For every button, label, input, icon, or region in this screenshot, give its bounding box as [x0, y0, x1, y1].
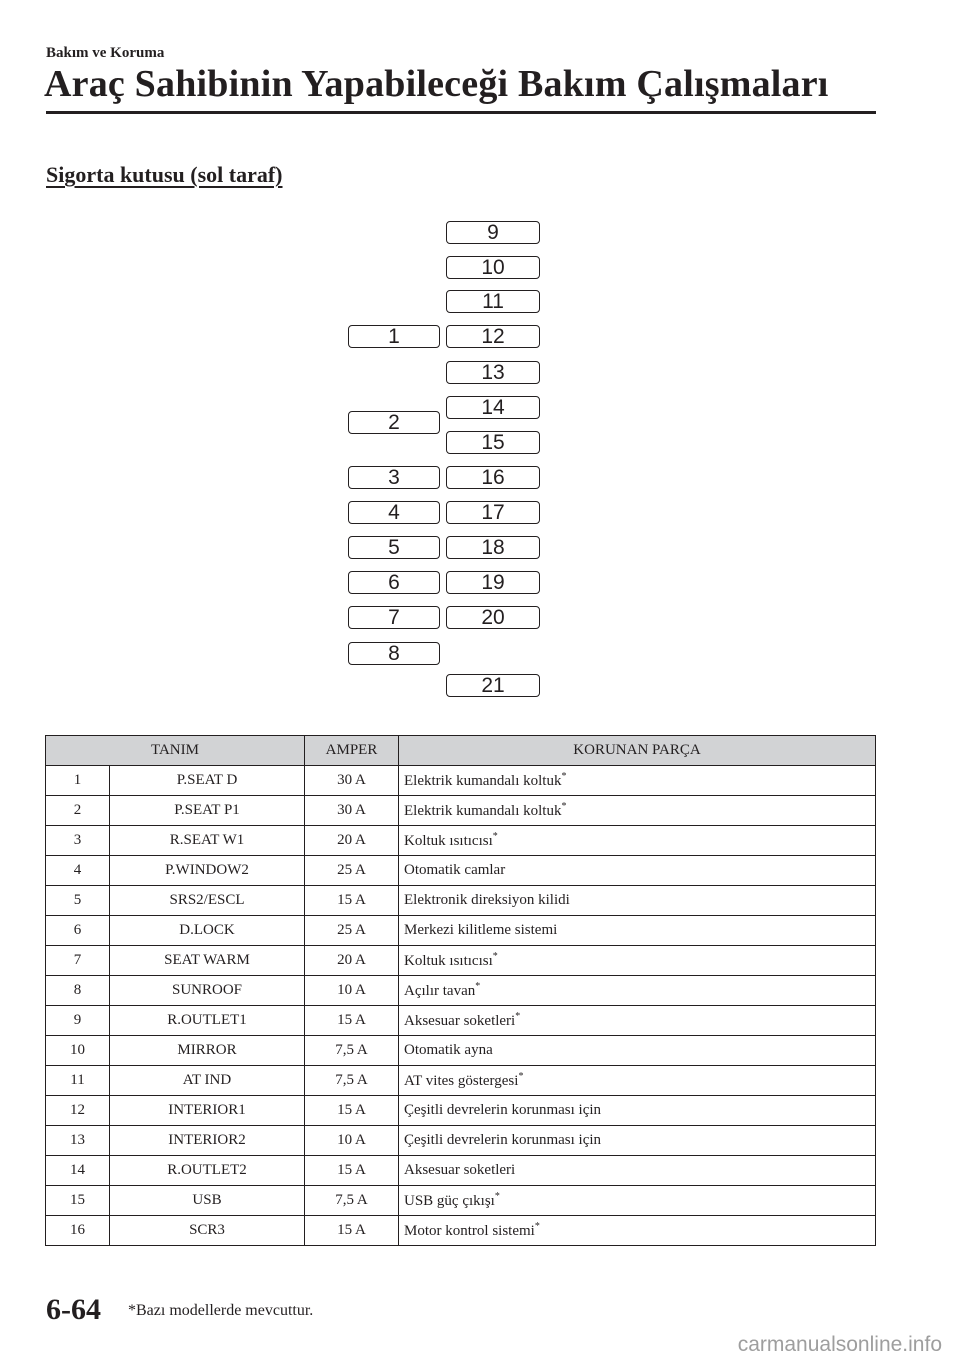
protected-part [399, 766, 876, 796]
amperage [305, 766, 399, 796]
fuse-name-text: SEAT WARM [164, 952, 250, 968]
row-number-text: 13 [70, 1132, 85, 1148]
fuse-16: 16 [446, 466, 540, 489]
amperage-text: 20 A [337, 832, 366, 848]
fuse-name [110, 826, 305, 856]
fuse-17: 17 [446, 501, 540, 524]
protected-part [399, 1186, 876, 1216]
table-row [46, 976, 876, 1006]
fuse-name [110, 976, 305, 1006]
asterisk-marker: * [492, 951, 498, 962]
fuse-name [110, 1096, 305, 1126]
table-row [46, 916, 876, 946]
asterisk-marker: * [492, 831, 498, 842]
protected-part [399, 886, 876, 916]
fuse-name [110, 856, 305, 886]
row-number [46, 1216, 110, 1246]
row-number-text: 15 [70, 1192, 85, 1208]
row-number-text: 16 [70, 1222, 85, 1238]
fuse-19: 19 [446, 571, 540, 594]
asterisk-marker: * [518, 1071, 524, 1082]
table-row [46, 1126, 876, 1156]
protected-part-text: Elektronik direksiyon kilidi [404, 892, 570, 908]
fuse-13: 13 [446, 361, 540, 384]
fuse-name-text: D.LOCK [179, 922, 235, 938]
table-row [46, 1186, 876, 1216]
amperage [305, 946, 399, 976]
protected-part [399, 946, 876, 976]
amperage [305, 976, 399, 1006]
protected-part [399, 976, 876, 1006]
row-number [46, 856, 110, 886]
protected-part [399, 1066, 876, 1096]
subheading: Sigorta kutusu (sol taraf) [46, 162, 283, 187]
protected-part-text: Aksesuar soketleri [404, 1013, 516, 1029]
protected-part-text: Koltuk ısıtıcısı [404, 953, 493, 969]
amperage [305, 1036, 399, 1066]
fuse-name-text: INTERIOR1 [168, 1102, 246, 1118]
header-korunan-parca: KORUNAN PARÇA [399, 736, 876, 766]
fuse-name [110, 796, 305, 826]
protected-part-text: Koltuk ısıtıcısı [404, 833, 493, 849]
fuse-5: 5 [348, 536, 440, 559]
protected-part-text: Açılır tavan [404, 983, 476, 999]
fuse-name-text: SCR3 [189, 1222, 225, 1238]
amperage-text: 10 A [337, 1132, 366, 1148]
asterisk-marker: * [475, 981, 481, 992]
fuse-2: 2 [348, 411, 440, 434]
protected-part-text: Elektrik kumandalı koltuk [404, 803, 562, 819]
fuse-name [110, 1066, 305, 1096]
protected-part-text: USB güç çıkışı [404, 1193, 495, 1209]
fuse-name [110, 1216, 305, 1246]
asterisk-marker: * [515, 1011, 521, 1022]
amperage [305, 1126, 399, 1156]
fuse-name [110, 886, 305, 916]
table-row [46, 826, 876, 856]
row-number [46, 1036, 110, 1066]
fuse-name [110, 946, 305, 976]
fuse-name-text: R.OUTLET1 [167, 1012, 247, 1028]
fuse-8: 8 [348, 642, 440, 665]
amperage-text: 25 A [337, 862, 366, 878]
fuse-6: 6 [348, 571, 440, 594]
protected-part [399, 1036, 876, 1066]
row-number-text: 5 [73, 892, 82, 908]
row-number [46, 766, 110, 796]
row-number-text: 2 [73, 802, 82, 818]
header-amper: AMPER [305, 736, 399, 766]
protected-part-text: Aksesuar soketleri [404, 1162, 516, 1178]
protected-part [399, 1096, 876, 1126]
amperage-text: 30 A [337, 802, 366, 818]
table-row [46, 856, 876, 886]
table-row [46, 766, 876, 796]
fuse-name-text: P.SEAT D [176, 772, 238, 788]
watermark: carmanualsonline.info [737, 1333, 942, 1356]
amperage [305, 1186, 399, 1216]
row-number [46, 1156, 110, 1186]
amperage-text: 20 A [337, 952, 366, 968]
row-number [46, 1186, 110, 1216]
row-number [46, 796, 110, 826]
row-number-text: 14 [70, 1162, 85, 1178]
fuse-name-text: MIRROR [177, 1042, 237, 1058]
fuse-name-text: SRS2/ESCL [169, 892, 245, 908]
fuse-name-text: SUNROOF [171, 982, 243, 998]
protected-part-text: Motor kontrol sistemi [404, 1223, 535, 1239]
fuse-table [45, 735, 876, 1246]
protected-part [399, 1216, 876, 1246]
amperage-text: 15 A [337, 1222, 366, 1238]
amperage [305, 796, 399, 826]
table-header-row [46, 736, 876, 766]
table-row [46, 1006, 876, 1036]
row-number-text: 12 [70, 1102, 85, 1118]
row-number-text: 9 [73, 1012, 82, 1028]
fuse-4: 4 [348, 501, 440, 524]
row-number [46, 826, 110, 856]
protected-part [399, 796, 876, 826]
fuse-12: 12 [446, 325, 540, 348]
fuse-21: 21 [446, 674, 540, 697]
amperage-text: 10 A [337, 982, 366, 998]
fuse-11: 11 [446, 290, 540, 313]
asterisk-marker: * [561, 771, 567, 782]
asterisk-marker: * [534, 1221, 540, 1232]
row-number-text: 8 [73, 982, 82, 998]
asterisk-marker: * [494, 1191, 500, 1202]
amperage-text: 30 A [337, 772, 366, 788]
table-row [46, 946, 876, 976]
fuse-name [110, 916, 305, 946]
protected-part [399, 1126, 876, 1156]
amperage-text: 15 A [337, 1012, 366, 1028]
amperage-text: 7,5 A [335, 1042, 368, 1058]
fuse-name [110, 1126, 305, 1156]
amperage [305, 1156, 399, 1186]
protected-part-text: Elektrik kumandalı koltuk [404, 773, 562, 789]
fuse-10: 10 [446, 256, 540, 279]
protected-part-text: Çeşitli devrelerin korunması için [404, 1102, 602, 1118]
row-number-text: 6 [73, 922, 82, 938]
protected-part [399, 856, 876, 886]
table-row [46, 886, 876, 916]
amperage [305, 1096, 399, 1126]
row-number-text: 4 [73, 862, 82, 878]
amperage [305, 1066, 399, 1096]
fuse-name [110, 1036, 305, 1066]
row-number [46, 886, 110, 916]
section-label: Bakım ve Koruma [46, 45, 165, 61]
header-tanim: TANIM [46, 736, 305, 766]
page-title: Araç Sahibinin Yapabileceği Bakım Çalışmaları [44, 63, 829, 105]
fuse-name-text: P.SEAT P1 [174, 802, 240, 818]
row-number [46, 946, 110, 976]
amperage-text: 15 A [337, 892, 366, 908]
protected-part [399, 916, 876, 946]
amperage [305, 886, 399, 916]
amperage [305, 1216, 399, 1246]
fuse-name [110, 766, 305, 796]
fuse-14: 14 [446, 396, 540, 419]
fuse-20: 20 [446, 606, 540, 629]
amperage [305, 916, 399, 946]
fuse-name-text: AT IND [182, 1072, 232, 1088]
fuse-name-text: P.WINDOW2 [165, 862, 249, 878]
table-row [46, 1036, 876, 1066]
fuse-name [110, 1006, 305, 1036]
amperage [305, 856, 399, 886]
table-row [46, 1216, 876, 1246]
fuse-7: 7 [348, 606, 440, 629]
protected-part [399, 1156, 876, 1186]
row-number [46, 916, 110, 946]
footnote: *Bazı modellerde mevcuttur. [128, 1302, 314, 1319]
row-number-text: 3 [73, 832, 82, 848]
amperage-text: 7,5 A [335, 1072, 368, 1088]
amperage [305, 1006, 399, 1036]
fuse-18: 18 [446, 536, 540, 559]
row-number [46, 1096, 110, 1126]
amperage-text: 15 A [337, 1162, 366, 1178]
row-number-text: 11 [70, 1072, 85, 1088]
fuse-name [110, 1156, 305, 1186]
fuse-name-text: R.OUTLET2 [167, 1162, 247, 1178]
page-number: 6-64 [46, 1293, 101, 1326]
table-row [46, 796, 876, 826]
row-number [46, 1066, 110, 1096]
fuse-name [110, 1186, 305, 1216]
protected-part [399, 1006, 876, 1036]
row-number-text: 10 [70, 1042, 85, 1058]
fuse-1: 1 [348, 325, 440, 348]
asterisk-marker: * [561, 801, 567, 812]
fuse-15: 15 [446, 431, 540, 454]
amperage-text: 15 A [337, 1102, 366, 1118]
amperage-text: 7,5 A [335, 1192, 368, 1208]
fuse-3: 3 [348, 466, 440, 489]
title-rule [46, 111, 876, 114]
table-row [46, 1066, 876, 1096]
fuse-name-text: INTERIOR2 [168, 1132, 246, 1148]
row-number-text: 7 [73, 952, 82, 968]
protected-part-text: Merkezi kilitleme sistemi [404, 922, 558, 938]
row-number [46, 976, 110, 1006]
protected-part-text: Çeşitli devrelerin korunması için [404, 1132, 602, 1148]
protected-part-text: Otomatik camlar [404, 862, 506, 878]
protected-part-text: AT vites göstergesi [404, 1073, 519, 1089]
table-row [46, 1156, 876, 1186]
table-row [46, 1096, 876, 1126]
amperage [305, 826, 399, 856]
fuse-name-text: USB [192, 1192, 222, 1208]
row-number [46, 1126, 110, 1156]
fuse-name-text: R.SEAT W1 [169, 832, 245, 848]
row-number [46, 1006, 110, 1036]
fuse-9: 9 [446, 221, 540, 244]
row-number-text: 1 [73, 772, 82, 788]
amperage-text: 25 A [337, 922, 366, 938]
protected-part-text: Otomatik ayna [404, 1042, 493, 1058]
protected-part [399, 826, 876, 856]
